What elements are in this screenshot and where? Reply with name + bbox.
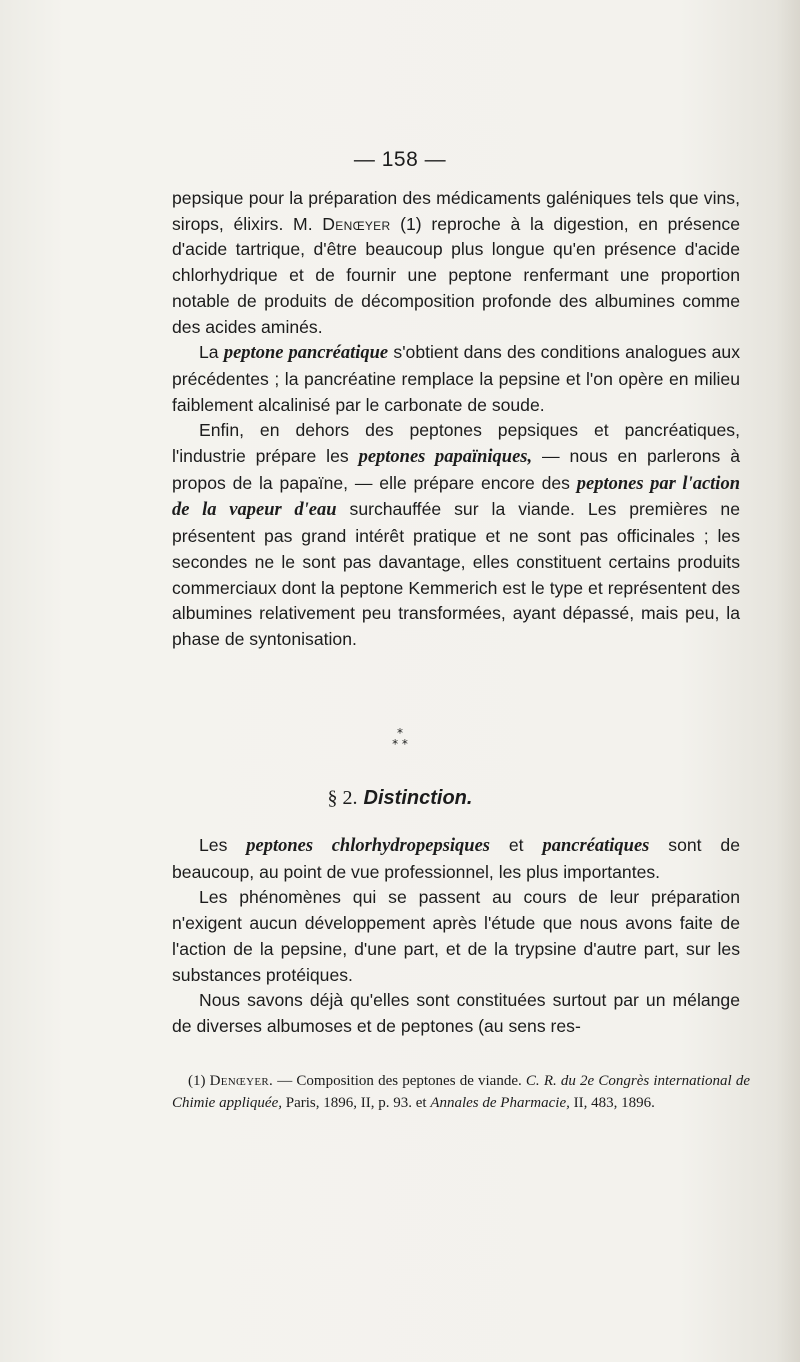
footnote [172, 1071, 750, 1114]
paragraph-1 [172, 186, 740, 340]
paragraph-4-italic-b: pancréatiques [542, 836, 650, 856]
footnote-italic-b: Annales de Pharmacie, [430, 1094, 570, 1111]
footnote-text-c: II, 483, 1896. [569, 1094, 655, 1111]
section-heading [0, 787, 800, 810]
paragraph-4-text-c: sont de beaucoup, au point de vue professionnel, les plus importantes. [172, 835, 740, 882]
footnote-author: Denœyer. [209, 1073, 274, 1089]
section-number: § 2. [327, 787, 358, 809]
paragraph-2-italic: peptone pancréatique [223, 343, 389, 364]
footnote-italic-a: C. R. du 2e Congrès international de Chimie appliquée, [172, 1073, 750, 1111]
paragraph-2 [172, 340, 740, 418]
footnote-text-b: Paris, 1896, II, p. 93. et [281, 1094, 431, 1111]
paragraph-5: Les phénomènes qui se passent au cours de leur préparation n'exigent aucun développement après l'étude que nous avons faite de l'action de la pepsine, d'une part, et de la trypsine d'autre part, sur les substances protéiques. [172, 887, 740, 985]
page-number: — 158 — [353, 148, 447, 171]
section-title: Distinction. [363, 787, 473, 809]
paragraph-4 [172, 833, 740, 885]
asterism-bottom: * * [392, 737, 408, 751]
paragraph-3 [172, 418, 740, 652]
paragraph-3-text-c: surchauffée sur la viande. Les premières ne présentent pas grand intérêt pratique et ne sont pas officinales ; les secondes ne le sont pas davantage, elles constituent certains produits commerciaux dont la peptone Kemmerich est le type et représentent des albumines relativement peu transformées, ayant dépassé, mais peu, la phase de syntonisation. [172, 499, 741, 649]
paragraph-3-italic-b: peptones par l'action de la vapeur d'eau [172, 473, 740, 521]
body-text-lower [172, 833, 740, 1040]
paragraph-3-italic-a: peptones papaïniques, [358, 447, 533, 468]
author-name: Denœyer [322, 213, 391, 234]
body-text-upper [172, 186, 740, 653]
paragraph-4-text-b: et [490, 835, 543, 855]
paragraph-3-text-a: Enfin, en dehors des peptones pepsiques et pancréatiques, l'industrie prépare les [172, 420, 740, 467]
paragraph-2-text-a: La [199, 342, 224, 363]
paragraph-4-italic-a: peptones chlorhydropepsiques [246, 836, 490, 856]
paragraph-3-text-b: — nous en parlerons à propos de la papaïne, — elle prépare encore des [172, 446, 741, 493]
paragraph-2-text-b: s'obtient dans des conditions analogues aux précédentes ; la pancréatine remplace la pepsine et l'on opère en milieu faiblement alcalinisé par le carbonate de soude. [172, 342, 740, 415]
asterism-divider [0, 728, 800, 750]
footnote-1 [172, 1071, 750, 1114]
paragraph-6: Nous savons déjà qu'elles sont constituées surtout par un mélange de diverses albumoses et de peptones (au sens res- [172, 990, 740, 1036]
asterism-top: * [397, 726, 403, 740]
paragraph-1-text-b: (1) reproche à la digestion, en présence d'acide tartrique, d'être beaucoup plus longue qu'en présence d'acide chlorhydrique et de fournir une peptone renfermant une proportion notable de produits de décomposition profonde des albumines comme des acides aminés. [172, 213, 740, 337]
footnote-number: (1) [188, 1073, 210, 1089]
paragraph-4-text-a: Les [199, 835, 247, 855]
footnote-text-a: — Composition des peptones de viande. [273, 1073, 526, 1089]
paragraph-1-text-a: pepsique pour la préparation des médicaments galéniques tels que vins, sirops, élixirs. M. [172, 188, 740, 234]
